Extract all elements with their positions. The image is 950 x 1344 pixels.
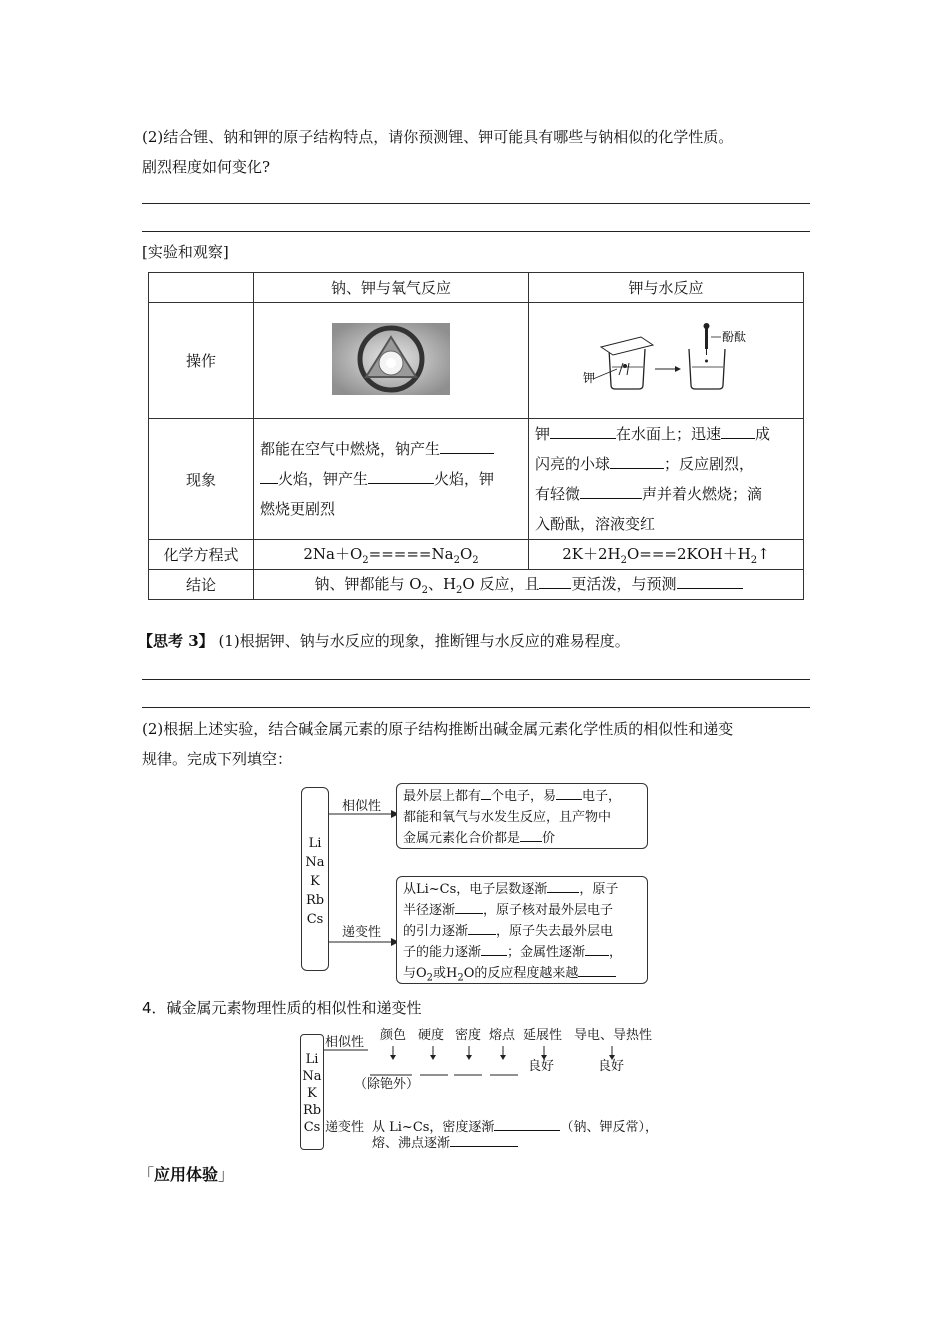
label-similarity: 相似性 <box>325 1035 365 1050</box>
prop-hardness: 硬度 <box>418 1028 445 1043</box>
blank <box>547 880 579 893</box>
conclusion-text: 钠、钾都能与 $O_2$、$H_2O$ 反应，且 更活泼，与预测 <box>254 570 804 600</box>
apply-heading: 「应用体验」 <box>138 1165 235 1184</box>
header-na-k-oxygen: 钠、钾与氧气反应 <box>254 273 529 303</box>
experiment-table <box>148 272 804 600</box>
prop-conductivity: 导电、导热性 <box>574 1028 653 1043</box>
blank <box>468 922 496 935</box>
blank <box>585 943 609 956</box>
blank <box>455 901 483 914</box>
prop-density: 密度 <box>455 1028 482 1043</box>
blank <box>494 1118 560 1131</box>
table-corner <box>149 273 254 303</box>
answer-line <box>142 203 810 204</box>
blank <box>539 574 571 589</box>
think3-question1: 【思考 3】 (1)根据钾、钠与水反应的现象，推断锂与水反应的难易程度。 <box>138 632 630 650</box>
variation-box: 从Li~Cs，电子层数逐渐 ，原子 半径逐渐 ，原子核对最外层电子 的引力逐渐 ，原子失去最外层电 子的能力逐渐 ；金属性逐渐 ， 与$O_2$或$H_2O$的反应程度越来越 <box>396 876 648 984</box>
blank <box>481 943 507 956</box>
blank <box>520 829 542 842</box>
label-potassium: 钾 <box>583 370 596 385</box>
question-2 <box>142 122 810 182</box>
label-phenolphthalein: 酚酞 <box>722 329 747 344</box>
photo-cell <box>254 303 529 419</box>
element-column: Li Na K Rb Cs <box>300 1034 324 1150</box>
element-column: Li Na K Rb Cs <box>301 787 329 971</box>
label-variation: 递变性 <box>325 1120 365 1135</box>
ductility-value: 良好 <box>528 1059 555 1074</box>
section-label-experiment: [实验和观察] <box>142 243 229 261</box>
blank <box>578 964 616 977</box>
answer-line <box>142 679 810 680</box>
row-label-equation: 化学方程式 <box>149 540 254 570</box>
variation-melting: 熔、沸点逐渐 <box>372 1134 518 1153</box>
blank <box>721 424 755 439</box>
variation-density: 从 Li~Cs，密度逐渐 （钠、钾反常）， <box>372 1120 658 1135</box>
blank <box>440 439 494 454</box>
section4-title: 4．碱金属元素物理性质的相似性和递变性 <box>142 999 422 1017</box>
apparatus-cell <box>529 303 804 419</box>
label-variation: 递变性 <box>342 925 382 940</box>
think3-question2: (2)根据上述实验，结合碱金属元素的原子结构推断出碱金属元素化学性质的相似性和递变 规律。完成下列填空： <box>142 720 734 768</box>
blank <box>450 1134 518 1147</box>
phenomenon-water: 钾 在水面上；迅速 成 闪亮的小球 ；反应剧烈， 有轻微 声并着火燃烧；滴 入酚酞，溶液变红 <box>529 419 804 540</box>
prop-melting-point: 熔点 <box>489 1028 516 1043</box>
row-label-conclusion: 结论 <box>149 570 254 600</box>
combustion-photo <box>332 323 450 395</box>
blank <box>550 424 616 439</box>
equation-na-oxygen: $2Na+O_2=====Na_2O_2$ <box>254 540 529 570</box>
header-k-water: 钾与水反应 <box>529 273 804 303</box>
similarity-box: 最外层上都有 个电子，易 电子， 都能和氧气与水发生反应，且产物中 金属元素化合价都是 价 <box>396 783 648 849</box>
question-2-line1: (2)结合锂、钠和钾的原子结构特点，请你预测锂、钾可能具有哪些与钠相似的化学性质。 <box>142 128 734 146</box>
blank <box>368 469 434 484</box>
question-2-line2: 剧烈程度如何变化? <box>142 158 271 176</box>
answer-line <box>142 231 810 232</box>
equation-k-water: $2K+2H_2O===2KOH+H_2↑$ <box>529 540 804 570</box>
blank <box>556 787 582 800</box>
k-water-apparatus <box>581 319 751 399</box>
prop-ductility: 延展性 <box>523 1028 563 1043</box>
except-cesium: （除铯外） <box>354 1077 420 1092</box>
phenomenon-oxygen: 都能在空气中燃烧，钠产生 火焰，钾产生 火焰，钾 燃烧更剧烈 <box>254 419 529 540</box>
row-label-operation: 操作 <box>149 303 254 419</box>
answer-line <box>142 707 810 708</box>
think3-tag: 【思考 3】 <box>138 632 214 650</box>
label-similarity: 相似性 <box>342 799 382 814</box>
blank <box>481 787 491 800</box>
conductivity-value: 良好 <box>598 1059 625 1074</box>
prop-color: 颜色 <box>380 1028 407 1043</box>
blank <box>610 454 664 469</box>
blank <box>677 574 743 589</box>
blank <box>580 484 642 499</box>
row-label-phenomenon: 现象 <box>149 419 254 540</box>
blank <box>260 469 278 484</box>
